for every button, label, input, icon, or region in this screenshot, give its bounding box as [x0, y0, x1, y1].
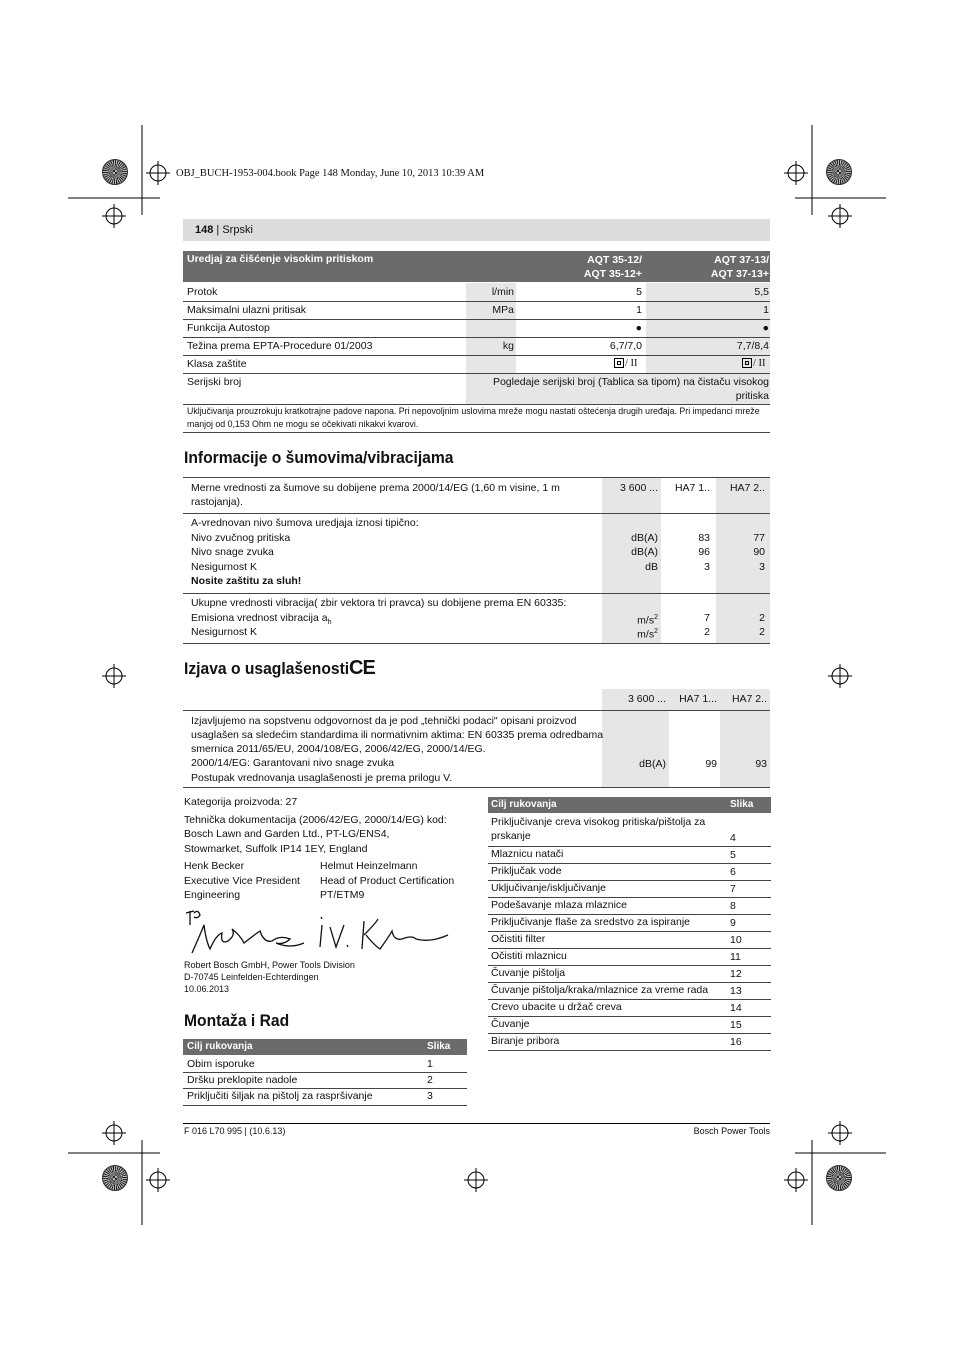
vibration-value: 7 [704, 612, 710, 624]
spec-label: Protok [187, 286, 218, 298]
right-row-label: Uključivanje/isključivanje [491, 882, 606, 894]
conformity-heading: Izjava o usaglašenosti [184, 659, 350, 678]
montaza-heading: Montaža i Rad [184, 1011, 290, 1030]
right-row-label: Biranje pribora [491, 1035, 560, 1047]
specs-header-col1: AQT 35-12/ AQT 35-12+ [583, 254, 642, 280]
noise-unit: dB [645, 561, 658, 573]
vibration-line: Emisiona vrednost vibracija $a_h$ [191, 612, 332, 627]
right-row-num: 4 [730, 832, 736, 844]
spec-unit: l/min [491, 286, 514, 298]
noise-line: Nesigurnost K [191, 561, 257, 573]
right-row-label: Mlaznicu natači [491, 848, 564, 860]
montaza-row-num: 1 [427, 1058, 433, 1070]
autostop-dot: ● [762, 322, 769, 334]
spec-unit: MPa [492, 304, 514, 316]
signer-title: PT/ETM9 [320, 889, 365, 901]
right-row-num: 14 [730, 1002, 742, 1014]
spec-value: 1 [763, 304, 769, 316]
spec-label: Težina prema EPTA-Procedure 01/2003 [187, 340, 373, 352]
signer-title: Head of Product Certification [320, 875, 455, 887]
right-row-label: Čuvanje pištolja/kraka/mlaznice za vreme rada [491, 984, 709, 996]
company-line: D-70745 Leinfelden-Echterdingen [184, 972, 319, 982]
montaza-row-label: Obim isporuke [187, 1058, 255, 1070]
right-row-num: 12 [730, 968, 742, 980]
spec-value: 5,5 [754, 286, 769, 298]
vibration-value: 2 [759, 612, 765, 624]
noise-line: Nivo zvučnog pritiska [191, 532, 291, 544]
category-line: Tehnička dokumentacija (2006/42/EG, 2000/14/EG) kod: [184, 814, 447, 826]
spec-value: pritiska [735, 390, 769, 402]
noise-intro: Merne vrednosti za šumove su dobijene prema 2000/14/EG (1,60 m visine, 1 m rastojanja). [191, 482, 560, 508]
right-row-label: Čuvanje pištolja [491, 967, 566, 979]
right-row-num: 15 [730, 1019, 742, 1031]
montaza-col1: Cilj rukovanja [187, 1041, 253, 1052]
signer-title: Engineering [184, 889, 241, 901]
vibration-value: 2 [704, 626, 710, 638]
noise-value: 96 [698, 546, 710, 558]
page-number: 148 [195, 224, 214, 236]
montaza-row-num: 2 [427, 1074, 433, 1086]
vibration-line: Ukupne vrednosti vibracija( zbir vektora tri pravca) su dobijene prema EN 60335: [191, 597, 567, 609]
spec-value: / II [625, 358, 638, 369]
noise-warning: Nosite zaštitu za sluh! [191, 575, 302, 587]
conformity-text: Izjavljujemo na sopstvenu odgovornost da je pod „tehnički podaci" opisani proizvod [191, 715, 577, 727]
spec-label: Maksimalni ulazni pritisak [187, 304, 307, 316]
signer-title: Executive Vice President [184, 875, 300, 887]
spec-value: 1 [636, 304, 642, 316]
conformity-unit: dB(A) [639, 758, 666, 770]
spec-value: 6,7/7,0 [609, 340, 642, 352]
protection-class-icon [742, 358, 752, 368]
company-line: Robert Bosch GmbH, Power Tools Division [184, 960, 355, 970]
noise-unit: dB(A) [631, 532, 658, 544]
noise-value: 77 [753, 532, 765, 544]
noise-value: 90 [753, 546, 765, 558]
vibration-unit: $m/s^2$ [637, 614, 658, 627]
book-header: OBJ_BUCH-1953-004.book Page 148 Monday, June 10, 2013 10:39 AM [176, 168, 485, 179]
conformity-text: 2000/14/EG: Garantovani nivo snage zvuka [191, 757, 395, 769]
vibration-value: 2 [759, 626, 765, 638]
noise-line: A-vrednovan nivo šumova uredjaja iznosi tipično: [191, 517, 419, 529]
noise-col: HA7 2.. [729, 482, 765, 494]
spec-label: Serijski broj [187, 376, 242, 388]
specs-note: Uključivanja prouzrokuju kratkotrajne padove napona. Pri nepovoljnim uslovima mreže mogu nastati oštećenja drugih uređaja. Pri impedanci mreže manjoj od 0,153 Ohm ne mogu se očekivati nikakvi kvarovi. [187, 406, 760, 429]
right-row-num: 8 [730, 900, 736, 912]
category-line: Stowmarket, Suffolk IP14 1EY, England [184, 843, 368, 855]
signatures [180, 905, 460, 960]
spec-value: Pogledaje serijski broj (Tablica sa tipom) na čistaču visokog [492, 376, 769, 388]
spec-value: / II [753, 358, 766, 369]
noise-heading: Informacije o šumovima/vibracijama [184, 448, 454, 467]
right-row-num: 16 [730, 1036, 742, 1048]
montaza-col2: Slika [427, 1041, 451, 1052]
right-row-label: Priključivanje flaše za sredstvo za ispiranje [491, 916, 691, 928]
page-header-bar [183, 219, 770, 241]
right-row-num: 10 [730, 934, 742, 946]
signer-name: Helmut Heinzelmann [320, 860, 418, 872]
noise-line: Nivo snage zvuka [191, 546, 274, 558]
conformity-col: 3 600 ... [628, 693, 666, 705]
ce-mark-icon: CE [349, 657, 375, 679]
category-line: Kategorija proizvoda: 27 [184, 796, 298, 808]
right-row-label: Priključivanje creva visokog pritiska/pištolja za prskanje [491, 816, 706, 842]
vibration-unit: $m/s^2$ [637, 628, 658, 641]
right-row-label: Priključak vode [491, 865, 562, 877]
noise-value: 83 [698, 532, 710, 544]
noise-col: HA7 1.. [674, 482, 710, 494]
spec-unit: kg [502, 340, 514, 352]
montaza-row-label: Priključiti šiljak na pištolj za raspršivanje [187, 1090, 373, 1102]
row-divider [488, 1016, 771, 1017]
right-row-label: Crevo ubacite u držač creva [491, 1001, 622, 1013]
right-row-num: 5 [730, 849, 736, 861]
conformity-value: 93 [755, 758, 767, 770]
noise-value: 3 [704, 561, 710, 573]
protection-class-icon [614, 358, 624, 368]
vibration-line: Nesigurnost K [191, 626, 257, 638]
montaza-row-label: Dršku preklopite nadole [187, 1074, 298, 1086]
spec-value: 5 [636, 286, 642, 298]
conformity-text: usaglašen sa sledećim standardima ili normativnim aktima: EN 60335 prema odredbama [191, 729, 604, 741]
footer-left: F 016 L70 995 | (10.6.13) [184, 1126, 286, 1136]
spec-label: Klasa zaštite [187, 358, 247, 370]
conformity-text: smernica 2011/65/EU, 2004/108/EG, 2006/42/EG, 2000/14/EG. [191, 743, 486, 755]
conformity-col: HA7 2.. [731, 693, 767, 705]
right-row-label: Podešavanje mlaza mlaznice [491, 899, 627, 911]
signer-name: Henk Becker [184, 860, 245, 872]
conformity-value: 99 [705, 758, 717, 770]
right-row-label: Očistiti mlaznicu [491, 950, 567, 962]
right-col2: Slika [730, 799, 754, 810]
autostop-dot: ● [635, 322, 642, 334]
right-row-num: 6 [730, 866, 736, 878]
specs-header-col2: AQT 37-13/ AQT 37-13+ [710, 254, 769, 280]
spec-label: Funkcija Autostop [187, 322, 270, 334]
conformity-text: Postupak vrednovanja usaglašenosti je prema prilogu V. [191, 772, 453, 784]
footer-right: Bosch Power Tools [693, 1126, 770, 1136]
right-row-label: Očistiti filter [491, 933, 546, 945]
right-row-label: Čuvanje [491, 1018, 530, 1030]
right-row-num: 13 [730, 985, 742, 997]
spec-value: 7,7/8,4 [736, 340, 769, 352]
right-row-num: 9 [730, 917, 736, 929]
category-line: Bosch Lawn and Garden Ltd., PT-LG/ENS4, [184, 828, 390, 840]
conformity-col: HA7 1... [679, 693, 717, 705]
row-divider [488, 1050, 771, 1051]
right-row-num: 11 [730, 951, 741, 963]
right-col1: Cilj rukovanja [491, 799, 557, 810]
noise-col: 3 600 ... [620, 482, 658, 494]
page-section: | Srpski [216, 224, 253, 236]
noise-unit: dB(A) [631, 546, 658, 558]
specs-header-label: Uredjaj za čišćenje visokim pritiskom [187, 253, 374, 265]
noise-value: 3 [759, 561, 765, 573]
montaza-row-num: 3 [427, 1090, 433, 1102]
company-line: 10.06.2013 [184, 984, 230, 994]
right-row-num: 7 [730, 883, 736, 895]
